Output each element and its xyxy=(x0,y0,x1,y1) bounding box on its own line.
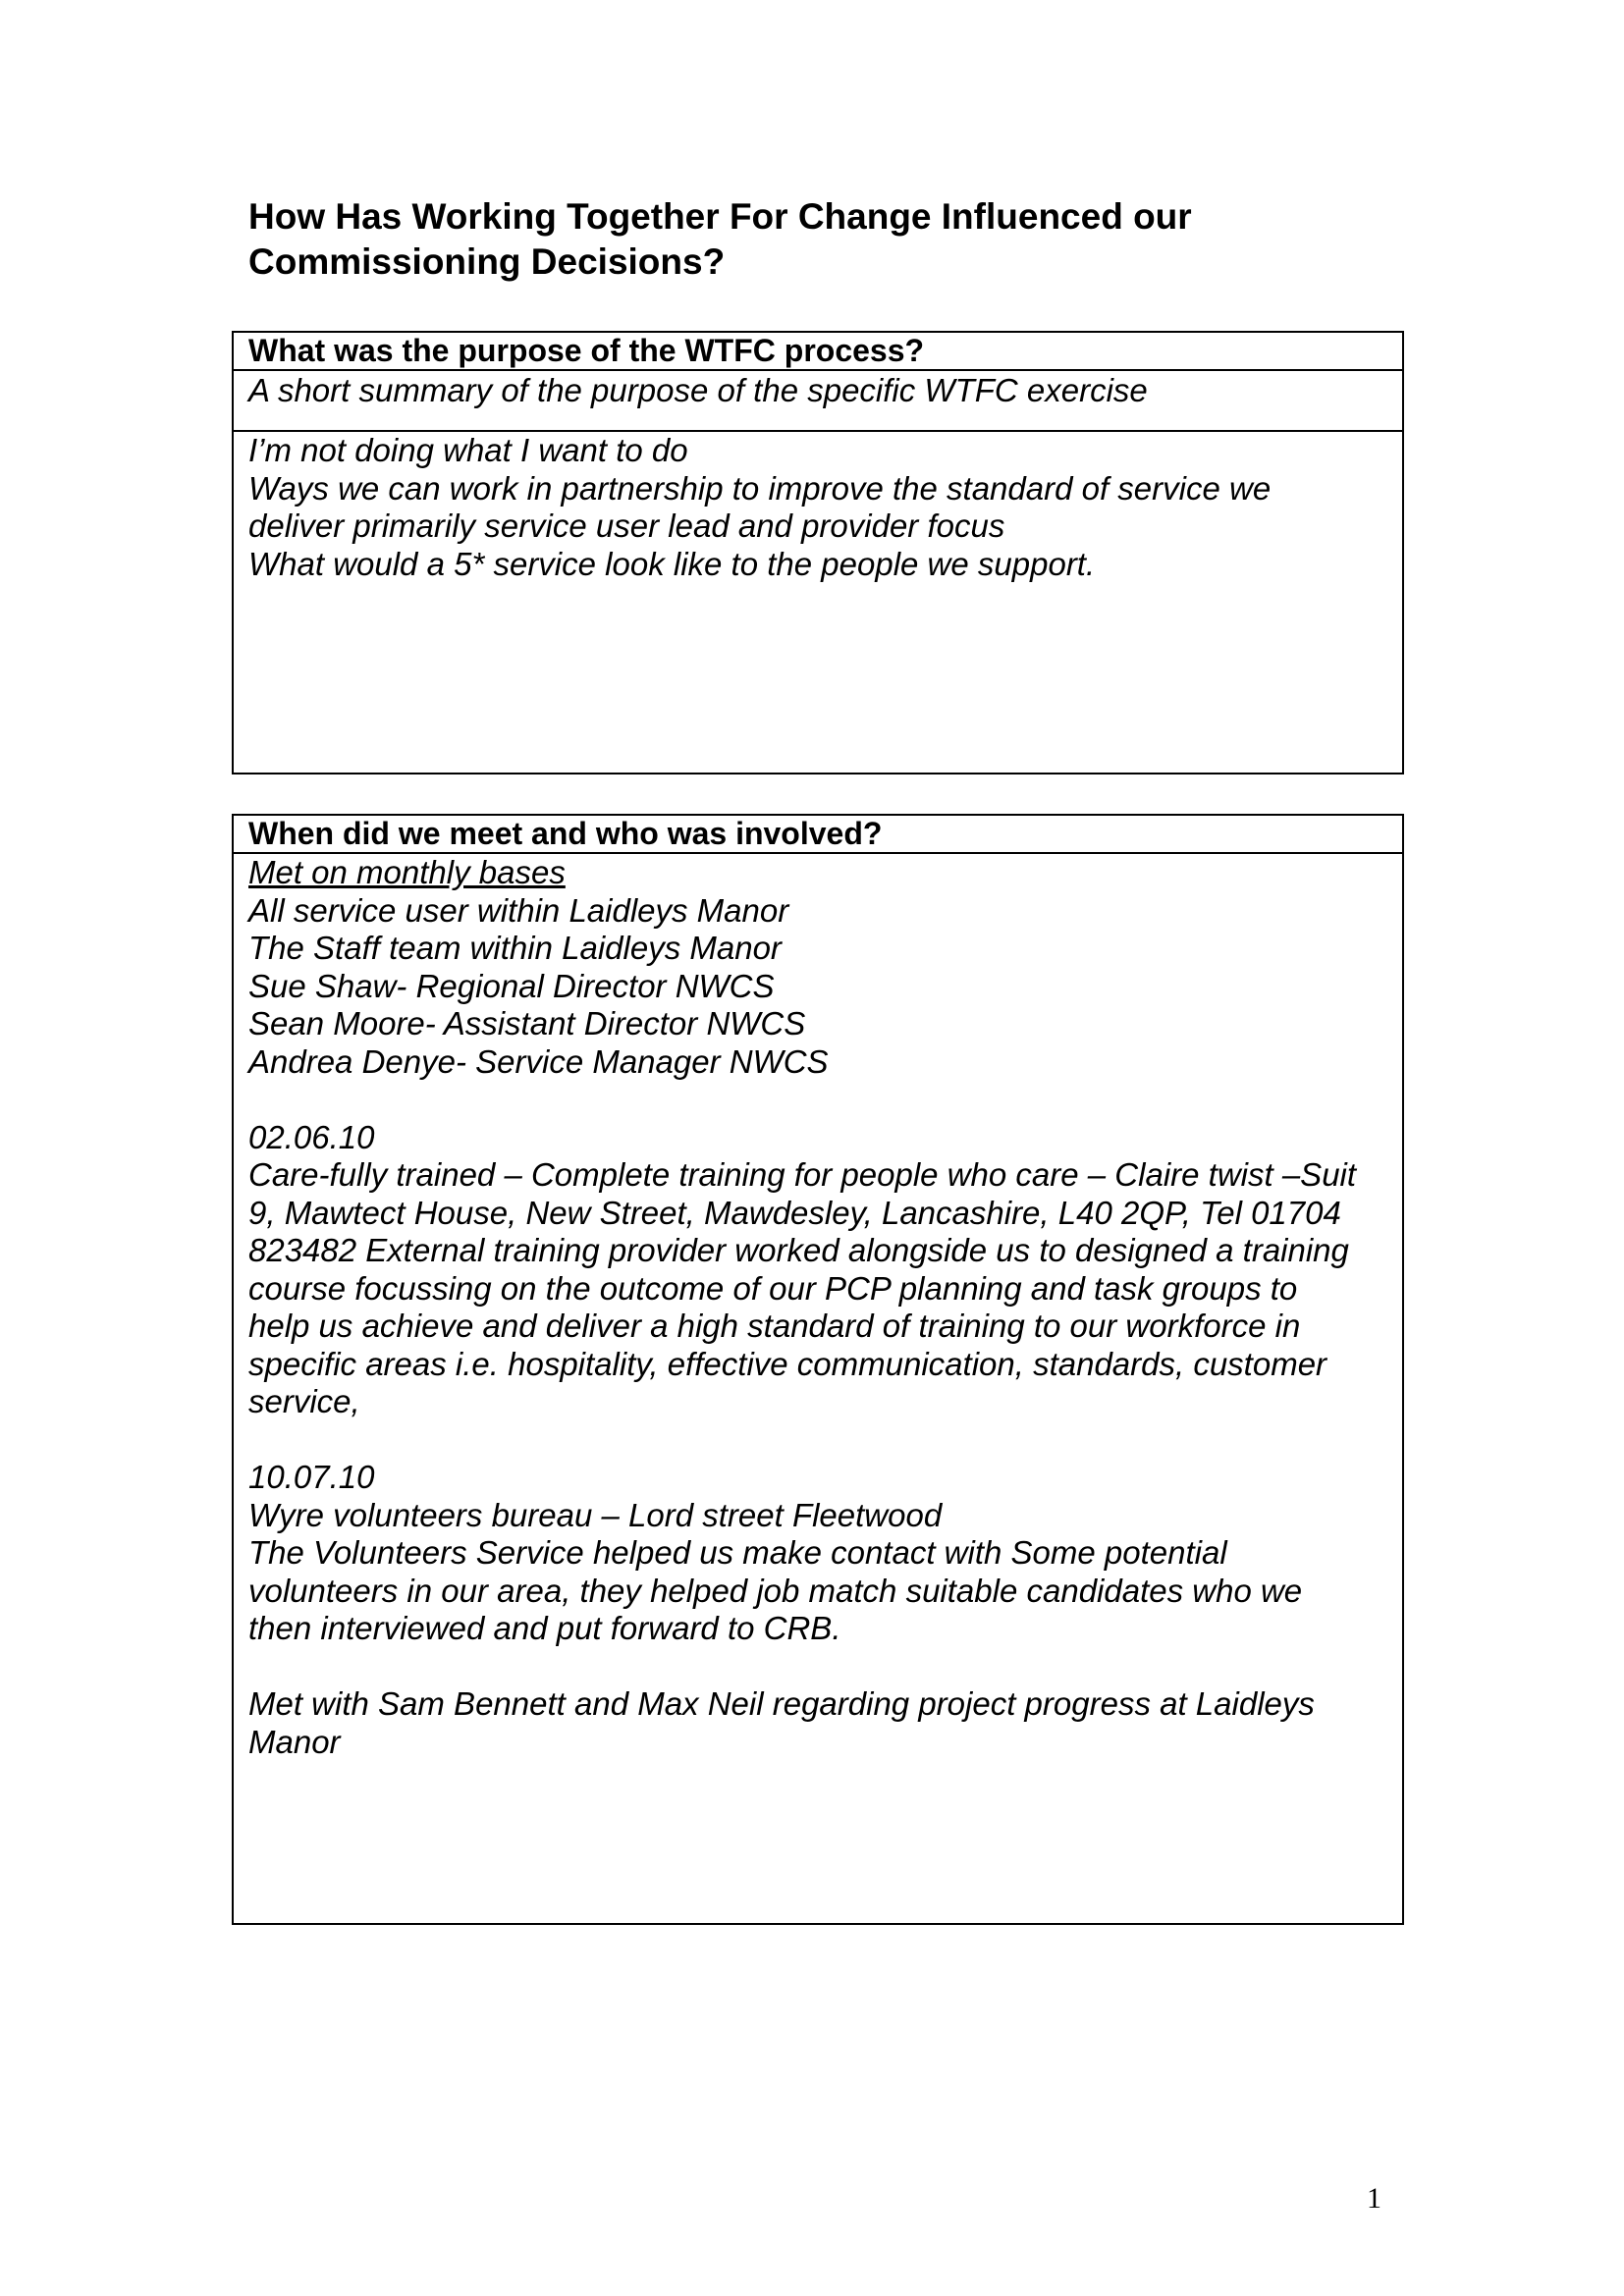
meeting-heading: When did we meet and who was involved? xyxy=(234,816,1402,854)
meeting-body xyxy=(234,854,1402,1761)
meeting-frequency: Met on monthly bases xyxy=(248,854,566,890)
entry-line: Wyre volunteers bureau – Lord street Fleetwood xyxy=(248,1496,943,1533)
title-line-2: Commissioning Decisions? xyxy=(248,241,726,282)
participant-item: Sue Shaw- Regional Director NWCS xyxy=(248,967,775,1004)
entry-line: 823482 External training provider worked alongside us to designed a training xyxy=(248,1232,1349,1268)
purpose-line: Ways we can work in partnership to improve the standard of service we xyxy=(248,469,1272,507)
closing-line: Manor xyxy=(248,1723,341,1760)
participant-item: All service user within Laidleys Manor xyxy=(248,891,789,929)
meeting-box xyxy=(232,814,1404,1925)
entry-line: course focussing on the outcome of our PCP planning and task groups to xyxy=(248,1269,1298,1307)
purpose-line: What would a 5* service look like to the people we support. xyxy=(248,545,1096,582)
entry-date: 02.06.10 xyxy=(248,1118,375,1155)
title-line-1: How Has Working Together For Change Influenced our xyxy=(248,196,1192,237)
purpose-subheading-row xyxy=(234,371,1402,432)
participant-item: The Staff team within Laidleys Manor xyxy=(248,930,782,966)
entry-line: The Volunteers Service helped us make contact with Some potential xyxy=(248,1534,1227,1571)
entry-line: help us achieve and deliver a high standard of training to our workforce in xyxy=(248,1308,1301,1344)
purpose-line: deliver primarily service user lead and provider focus xyxy=(248,507,1005,544)
entry-line: then interviewed and put forward to CRB. xyxy=(248,1610,841,1646)
entry-line: 9, Mawtect House, New Street, Mawdesley, Lancashire, L40 2QP, Tel 01704 xyxy=(248,1194,1341,1231)
page-number: 1 xyxy=(1367,2182,1381,2215)
entry-line: volunteers in our area, they helped job match suitable candidates who we xyxy=(248,1572,1303,1609)
closing-line: Met with Sam Bennett and Max Neil regarding project progress at Laidleys xyxy=(248,1685,1315,1722)
entry-date: 10.07.10 xyxy=(248,1459,375,1495)
entry-line: Care-fully trained – Complete training for people who care – Claire twist –Suit xyxy=(248,1156,1357,1193)
purpose-box xyxy=(232,331,1404,774)
page-title xyxy=(248,194,1427,285)
entry-line: service, xyxy=(248,1383,360,1419)
purpose-heading: What was the purpose of the WTFC process? xyxy=(234,333,1402,371)
participant-item: Andrea Denye- Service Manager NWCS xyxy=(248,1042,829,1080)
purpose-body xyxy=(234,432,1402,583)
purpose-subheading: A short summary of the purpose of the specific WTFC exercise xyxy=(248,372,1148,408)
purpose-line: I’m not doing what I want to do xyxy=(248,432,688,468)
entry-line: specific areas i.e. hospitality, effective communication, standards, customer xyxy=(248,1345,1327,1382)
participant-item: Sean Moore- Assistant Director NWCS xyxy=(248,1005,806,1041)
